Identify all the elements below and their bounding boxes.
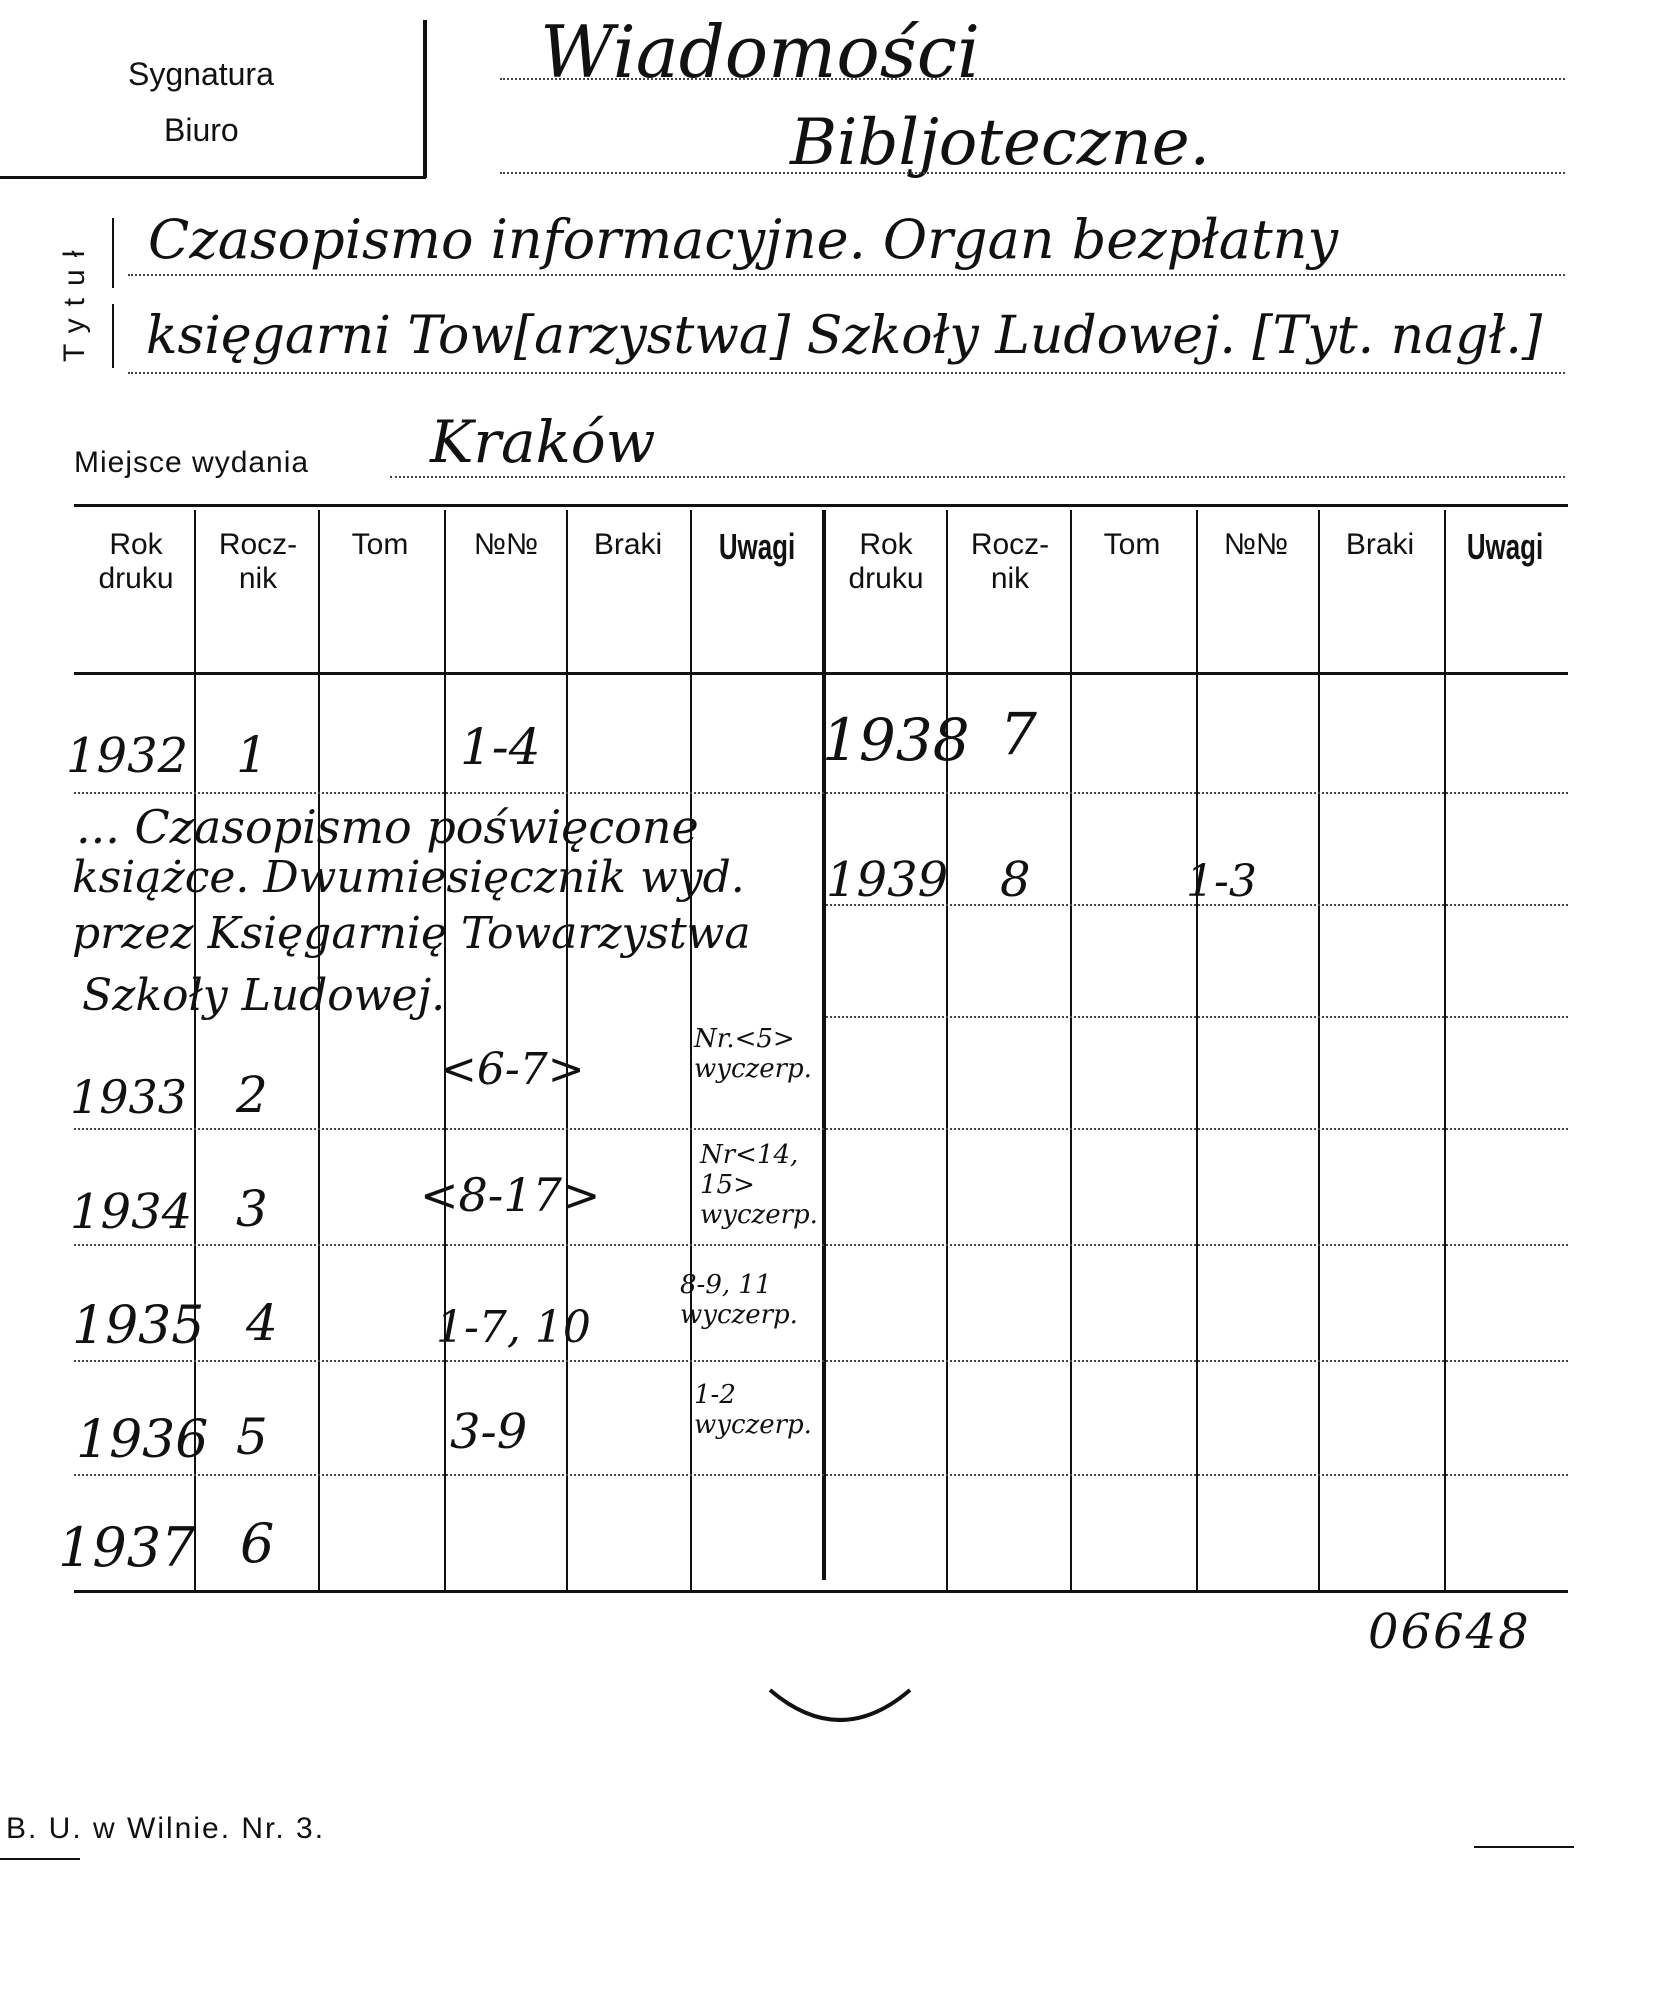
col-remarks-right: Uwagi bbox=[1466, 526, 1544, 567]
year-cell-right: 1938 bbox=[822, 706, 970, 774]
volume-cell: 2 bbox=[236, 1066, 268, 1124]
year-cell: 1934 bbox=[70, 1184, 193, 1240]
year-cell: 1933 bbox=[70, 1070, 188, 1124]
numbers-cell: 1-4 bbox=[460, 718, 541, 776]
remarks-cell: 1-2 wyczerp. bbox=[694, 1380, 812, 1440]
col-missing-right: Braki bbox=[1345, 528, 1415, 561]
accession-number: 06648 bbox=[1368, 1604, 1531, 1660]
col-year: Rok druku bbox=[98, 528, 174, 595]
volume-cell-right: 7 bbox=[1000, 700, 1037, 768]
col-remarks: Uwagi bbox=[718, 526, 796, 567]
remarks-cell: Nr<14, 15> wyczerp. bbox=[700, 1140, 818, 1230]
col-tome: Tom bbox=[351, 528, 409, 561]
remarks-cell: Nr.<5> wyczerp. bbox=[694, 1024, 812, 1084]
volume-cell: 4 bbox=[246, 1294, 278, 1352]
punch-mark bbox=[760, 1680, 920, 1760]
volume-cell: 1 bbox=[236, 726, 268, 784]
volume-cell: 6 bbox=[240, 1512, 275, 1575]
numbers-cell-right: 1-3 bbox=[1186, 856, 1257, 907]
place-label: Miejsce wydania bbox=[74, 446, 310, 479]
col-tome-right: Tom bbox=[1103, 528, 1161, 561]
place-value: Kraków bbox=[430, 408, 656, 476]
volume-cell: 3 bbox=[236, 1180, 268, 1238]
note-line1: ... Czasopismo poświęcone bbox=[76, 800, 699, 854]
col-volume-year-right: Rocz-nik bbox=[970, 528, 1050, 595]
year-cell-right: 1939 bbox=[826, 852, 949, 908]
title-field-label: Tytuł bbox=[58, 238, 91, 362]
title-line1: Wiadomości bbox=[540, 10, 981, 94]
signature-label: Sygnatura bbox=[128, 56, 274, 92]
col-missing: Braki bbox=[593, 528, 663, 561]
numbers-cell: 3-9 bbox=[450, 1404, 528, 1460]
year-cell: 1937 bbox=[58, 1516, 196, 1579]
note-line2: książce. Dwumiesięcznik wyd. bbox=[72, 852, 745, 903]
year-cell: 1935 bbox=[72, 1296, 205, 1356]
note-line3: przez Księgarnię Towarzystwa bbox=[72, 908, 751, 959]
volume-cell: 5 bbox=[236, 1408, 268, 1466]
year-cell: 1936 bbox=[76, 1410, 209, 1470]
remarks-cell: 8-9, 11 wyczerp. bbox=[680, 1270, 798, 1330]
col-numbers-right: №№ bbox=[1223, 528, 1289, 561]
col-volume-year: Rocz-nik bbox=[218, 528, 298, 595]
footer-imprint: B. U. w Wilnie. Nr. 3. bbox=[6, 1812, 326, 1845]
numbers-cell: 1-7, 10 bbox=[436, 1302, 591, 1353]
col-numbers: №№ bbox=[473, 528, 539, 561]
title-line2: Bibljoteczne. bbox=[790, 106, 1210, 180]
subtitle-line1: Czasopismo informacyjne. Organ bezpłatny bbox=[148, 208, 1338, 271]
numbers-cell: <8-17> bbox=[420, 1168, 601, 1222]
year-cell: 1932 bbox=[66, 728, 189, 784]
col-year-right: Rok druku bbox=[848, 528, 924, 595]
volume-cell-right: 8 bbox=[1000, 852, 1031, 908]
numbers-cell: <6-7> bbox=[440, 1044, 585, 1095]
office-label: Biuro bbox=[164, 112, 239, 148]
note-line4: Szkoły Ludowej. bbox=[82, 970, 446, 1021]
subtitle-line2: księgarni Tow[arzystwa] Szkoły Ludowej. [Tyt. nagł.] bbox=[146, 306, 1543, 366]
